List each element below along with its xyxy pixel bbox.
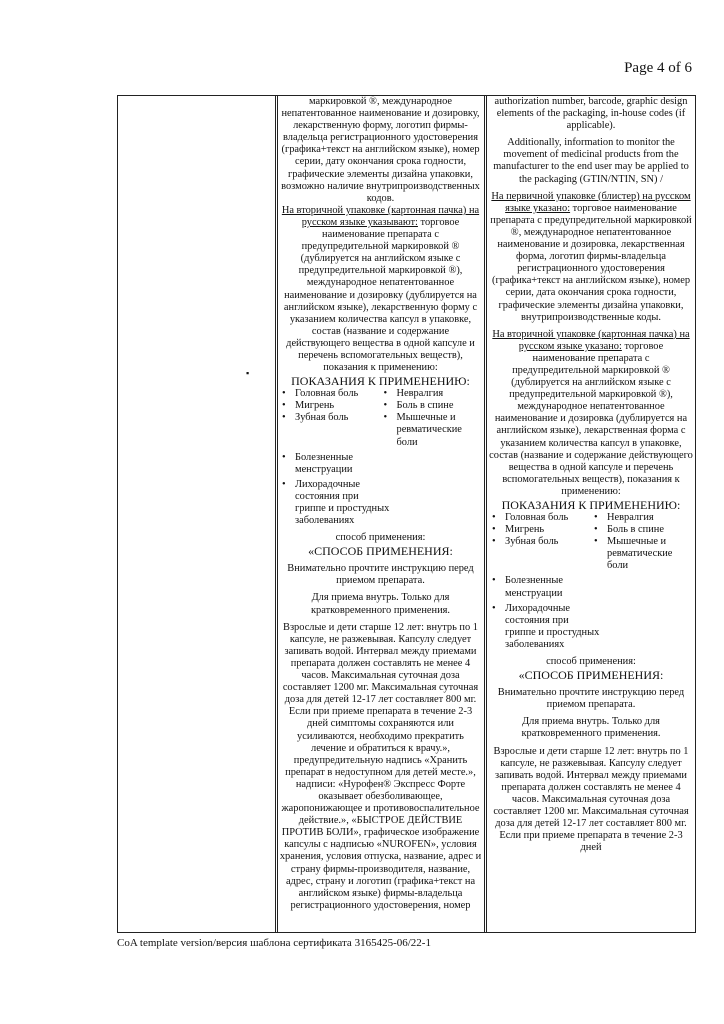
method-label: способ применения: xyxy=(546,656,636,668)
paragraph: Для приема внутрь. Только для кратковременного применения. xyxy=(521,716,661,740)
indication-item: • Головная боль xyxy=(489,512,591,524)
indication-item: • Зубная боль xyxy=(489,536,591,548)
scan-mark: ▪ xyxy=(246,368,250,378)
method-title: «СПОСОБ ПРИМЕНЕНИЯ: xyxy=(518,668,664,683)
paragraph xyxy=(489,329,693,498)
indication-item: • Мышечные и ревматические боли xyxy=(591,536,693,572)
indication-item: • Болезненные менструации xyxy=(489,575,601,599)
paragraph: маркировкой ®, международное непатентованное наименование и дозировку, лекарственную форму, логотип фирмы-владельца регистрационного удостоверения (графика+текст на английском языке), номер серии, дату окончания срока годности, графические элементы дизайна упаковки, возможно наличие внутрипроизводственных кодов. xyxy=(281,96,480,204)
indications-list xyxy=(279,388,482,448)
indication-item: • Лихорадочные состояния при гриппе и простудных заболеваниях xyxy=(489,603,601,651)
column-divider xyxy=(484,96,485,932)
indications-title: ПОКАЗАНИЯ К ПРИМЕНЕНИЮ: xyxy=(501,498,681,512)
indication-item: • Мигрень xyxy=(489,524,591,536)
indication-item: • Головная боль xyxy=(279,388,381,400)
paragraph: Внимательно прочтите инструкцию перед приемом препарата. xyxy=(287,563,474,587)
russian-text-column xyxy=(279,96,482,932)
content-table xyxy=(117,95,696,933)
underlined-heading: На первичной упаковке (блистер) на русском языке указано: xyxy=(491,190,691,214)
indication-item: • Зубная боль xyxy=(279,412,381,424)
indications-title: ПОКАЗАНИЯ К ПРИМЕНЕНИЮ: xyxy=(291,374,470,389)
paragraph xyxy=(279,205,482,374)
indication-item: • Невралгия xyxy=(591,512,693,524)
underlined-heading: На вторичной упаковке (картонная пачка) на русском языке указывают: xyxy=(281,204,480,228)
paragraph: Для приема внутрь. Только для кратковременного применения. xyxy=(310,592,451,616)
column-divider xyxy=(486,96,487,932)
paragraph: Взрослые и дети старше 12 лет: внутрь по 1 капсуле, не разжевывая. Капсулу следует запивать водой. Интервал между приемами препарата должен составлять не менее 4 часов. Максимальная суточная доза составляет 1200 мг. Максимальная суточная доза для детей 12-17 лет составляет 800 мг. Если при приеме препарата в течение 2-3 дней xyxy=(493,745,689,854)
indication-item: • Боль в спине xyxy=(381,400,483,412)
indication-item: • Мигрень xyxy=(279,400,381,412)
page-number: Page 4 of 6 xyxy=(624,60,692,76)
paragraph-body: торговое наименование препарата с предупредительной маркировкой ® (дублируется на английском языке с предупредительной маркировкой ®), международное непатентованное наименование и дозировку (дублируется на английском языке), лекарственную форму с указанием количества капсул в упаковке, состав (название и содержание действующего вещества в одной капсуле и перечень вспомогательных веществ), показания к применению: xyxy=(283,216,478,374)
paragraph-body: торговое наименование препарата с предупредительной маркировкой ®, международное непатентованное наименование и дозировка, лекарственная форма, логотип фирмы-владельца регистрационного удостоверения (графика+текст на английском языке), номер серии, дата окончания срока годности, графические элементы дизайна упаковки, внутрипроизводственные коды. xyxy=(490,202,692,323)
method-title: «СПОСОБ ПРИМЕНЕНИЯ: xyxy=(308,544,453,559)
method-label: способ применения: xyxy=(335,532,426,544)
paragraph: Additionally, information to monitor the movement of medicinal products from the manufacturer to the end user may be applied to the packaging (GTIN/NTIN, SN) / xyxy=(493,137,689,185)
indication-item: • Мышечные и ревматические боли xyxy=(381,412,483,448)
indication-item: • Лихорадочные состояния при гриппе и простудных заболеваниях xyxy=(279,479,391,527)
indication-item: • Боль в спине xyxy=(591,524,693,536)
underlined-heading: На вторичной упаковке (картонная пачка) на русском языке указано: xyxy=(492,328,690,352)
bilingual-text-column xyxy=(489,96,693,932)
indications-list-continued xyxy=(489,575,601,651)
footer-template-version: CoA template version/версия шаблона сертификата 3165425-06/22-1 xyxy=(117,937,431,949)
indications-list xyxy=(489,512,693,572)
column-divider xyxy=(277,96,278,932)
paragraph-body: торговое наименование препарата с предупредительной маркировкой ® (дублируется на английском языке с предупредительной маркировкой ®), международное непатентованное наименование и дозировка (дублируется на английском языке), лекарственная форма с указанием количества капсул в упаковке, состав (название и содержание действующего вещества в одной капсуле и перечень вспомогательных веществ), показания к применению: xyxy=(489,340,693,497)
indication-item: • Невралгия xyxy=(381,388,483,400)
paragraph: Внимательно прочтите инструкцию перед приемом препарата. xyxy=(497,687,685,711)
indication-item: • Болезненные менструации xyxy=(279,452,391,476)
paragraph: Взрослые и дети старше 12 лет: внутрь по 1 капсуле, не разжевывая. Капсулу следует запивать водой. Интервал между приемами препарата должен составлять не менее 4 часов. Максимальная суточная доза составляет 1200 мг. Максимальная суточная доза для детей 12-17 лет составляет 800 мг. Если при приеме препарата в течение 2-3 дней симптомы сохраняются или усиливаются, необходимо прекратить лечение и обратиться к врачу.», предупредительную надпись «Хранить препарат в недоступном для детей месте.», надписи: «Нурофен® Экспресс Форте оказывает обезболивающее, жаропонижающее и противовоспалительное действие.», «БЫСТРОЕ ДЕЙСТВИЕ ПРОТИВ БОЛИ», графическое изображение капсулы с надписью «NUROFEN», условия хранения, условия отпуска, название, адрес и страну фирмы-производителя, название, адрес, страну и логотип (графика+текст на английском языке) фирмы-владельца регистрационного удостоверения, номер xyxy=(279,621,482,911)
paragraph xyxy=(489,191,693,324)
indications-list-continued xyxy=(279,452,391,528)
column-divider xyxy=(275,96,276,932)
paragraph: authorization number, barcode, graphic design elements of the packaging, in-house codes (if applicable). xyxy=(494,96,688,132)
